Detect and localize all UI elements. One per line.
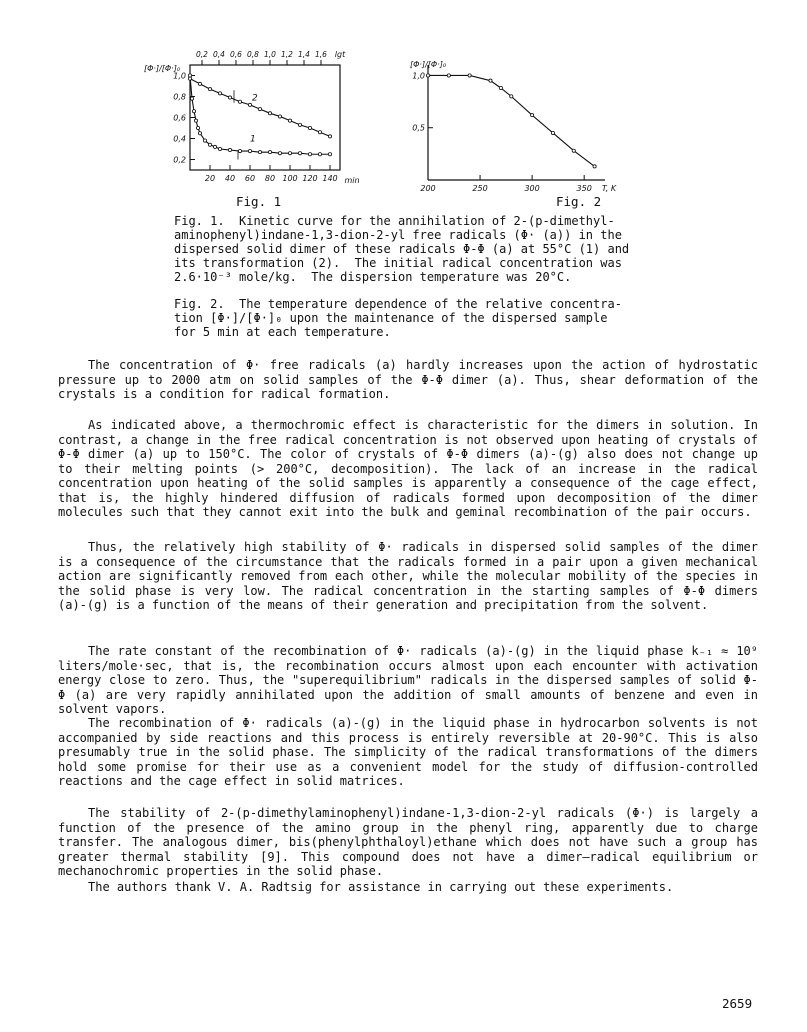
x-tick-label: 100 <box>282 174 298 183</box>
curve-label-1: 1 <box>250 134 256 145</box>
x-tick-label: 60 <box>244 174 256 183</box>
x-tick-label: 80 <box>264 174 276 183</box>
data-point <box>447 74 450 77</box>
data-point <box>196 126 199 129</box>
data-point <box>298 152 301 155</box>
x-tick-label: 40 <box>224 174 236 183</box>
data-point <box>268 151 271 154</box>
x-unit-label: min <box>344 176 360 185</box>
data-point <box>298 123 301 126</box>
top-axis-unit: lgt <box>334 50 346 59</box>
data-point <box>268 112 271 115</box>
series-line-1 <box>190 76 330 155</box>
top-tick-label: 1,4 <box>298 50 310 59</box>
top-tick-label: 1,6 <box>315 50 327 59</box>
data-point <box>468 74 471 77</box>
top-tick-label: 0,4 <box>213 50 225 59</box>
data-point <box>188 77 191 80</box>
x-tick-label: 300 <box>524 184 540 193</box>
data-point <box>499 86 502 89</box>
paragraph-4: The rate constant of the recombination of Φ· radicals (a)-(g) in the liquid phase k₋₁ ≈ 10⁹ liters/mole·sec, that is, the recombination occurs almost upon each encounter with activation energy close to zero. Thus, the "superequilibrium" radicals in the dispersed samples of solid Φ-Φ (a) are very rapidly annihilated upon the addition of small amounts of benzene and even in solvent vapors. <box>58 644 758 716</box>
top-tick-label: 1,2 <box>281 50 293 59</box>
data-point <box>288 152 291 155</box>
data-point <box>238 100 241 103</box>
paragraph-6: The stability of 2-(p-dimethylaminophenyl)indane-1,3-dion-2-yl radicals (Φ·) is largely a function of the presence of the amino group in the phenyl ring, apparently due to charge transfer. The analogous dimer, bis(phenylphthaloyl)ethane which does not have such a group has greater thermal stability [9]. This compound does not have a dimer—radical equilibrium or mechanochromic properties in the solid phase. <box>58 806 758 878</box>
x-tick-label: 20 <box>204 174 216 183</box>
data-point <box>248 103 251 106</box>
y-tick-label: 0,5 <box>412 123 425 133</box>
data-point <box>328 135 331 138</box>
paragraph-1: The concentration of Φ· free radicals (a) hardly increases upon the action of hydrostatic pressure up to 2000 atm on solid samples of the Φ-Φ dimer (a). Thus, shear deformation of the crystals is a condition for radical formation. <box>58 358 758 401</box>
data-point <box>531 114 534 117</box>
data-point <box>308 153 311 156</box>
paragraph-7: The authors thank V. A. Radtsig for assistance in carrying out these experiments. <box>88 880 674 894</box>
data-point <box>510 95 513 98</box>
data-point <box>248 150 251 153</box>
figure-1-label: Fig. 1 <box>236 194 282 209</box>
figure-1-caption: Fig. 1. Kinetic curve for the annihilation of 2-(p-dimethyl- aminophenyl)indane-1,3-dion-2-yl free radicals (Φ· (a)) in the dispersed solid dimer of these radicals Φ-Φ (a) at 55°C (1) and its transformation (2). The initial radical concentration was 2.6·10⁻³ mole/kg. The dispersion temperature was 20°C. <box>174 214 630 284</box>
figure-2-plot <box>400 40 620 200</box>
y-tick-label: 0,2 <box>173 155 186 165</box>
y-tick-label: 0,4 <box>173 134 186 144</box>
data-point <box>288 119 291 122</box>
paragraph-2: As indicated above, a thermochromic effect is characteristic for the dimers in solution. In contrast, a change in the free radical concentration is not observed upon heating of crystals of Φ-Φ dimer (a) up to 150°C. The color of crystals of Φ-Φ dimers (a)-(g) also does not change up to their melting points (> 200°C, decomposition). The lack of an increase in the radical concentration upon heating of the solid samples is apparently a consequence of the cage effect, that is, the highly hindered diffusion of radicals formed upon decomposition of the dimer molecules such that they cannot exit into the bulk and geminal recombination of the pair occurs. <box>58 418 758 519</box>
data-point <box>228 96 231 99</box>
data-point <box>198 82 201 85</box>
data-point <box>551 131 554 134</box>
x-tick-label: 120 <box>302 174 318 183</box>
top-tick-label: 0,8 <box>247 50 259 59</box>
x-tick-label: 200 <box>420 184 436 193</box>
data-point <box>318 153 321 156</box>
y-tick-label: 0,6 <box>173 113 186 123</box>
data-point <box>258 108 261 111</box>
series-line <box>428 75 595 166</box>
data-point <box>328 153 331 156</box>
data-point <box>572 149 575 152</box>
data-point <box>192 110 195 113</box>
data-point <box>228 148 231 151</box>
data-point <box>213 145 216 148</box>
paragraph-5: The recombination of Φ· radicals (a)-(g) in the liquid phase in hydrocarbon solvents is not accompanied by side reactions and this process is entirely reversible at 20-90°C. This is also presumably true in the solid phase. The simplicity of the radical transformations of the dimers hold some promise for their use as a convenient model for the study of diffusion-controlled reactions and the cage effect in solid matrices. <box>58 716 758 788</box>
paragraph-3: Thus, the relatively high stability of Φ· radicals in dispersed solid samples of the dimer is a consequence of the circumstance that the radicals formed in a pair upon a given mechanical action are significantly removed from each other, while the molecular mobility of the species in the solid phase is very low. The radical concentration in the starting samples of Φ-Φ dimers (a)-(g) is a function of the means of their generation and precipitation from the solvent. <box>58 540 758 612</box>
figure-2-caption: Fig. 2. The temperature dependence of the relative concentra- tion [Φ·]/[Φ·]₀ upon the maintenance of the dispersed sample for 5 min at each temperature. <box>174 297 622 339</box>
data-point <box>198 132 201 135</box>
data-point <box>278 115 281 118</box>
data-point <box>593 165 596 168</box>
data-point <box>278 152 281 155</box>
y-tick-label: 1,0 <box>173 71 186 81</box>
figure-2-label: Fig. 2 <box>556 194 602 209</box>
data-point <box>208 143 211 146</box>
data-point <box>238 150 241 153</box>
x-tick-label: 250 <box>472 184 488 193</box>
data-point <box>203 139 206 142</box>
data-point <box>489 79 492 82</box>
x-tick-label: 350 <box>576 184 592 193</box>
data-point <box>318 131 321 134</box>
page-number: 2659 <box>722 996 753 1011</box>
y-tick-label: 1,0 <box>412 71 425 81</box>
top-tick-label: 1,0 <box>264 50 276 59</box>
figure-1-plot <box>140 40 380 200</box>
x-tick-label: 140 <box>322 174 338 183</box>
data-point <box>208 88 211 91</box>
figure-2 <box>400 40 620 200</box>
data-point <box>308 126 311 129</box>
data-point <box>188 74 191 77</box>
y-axis-label: [Φ·]/[Φ·]₀ <box>410 60 447 69</box>
data-point <box>258 151 261 154</box>
curve-label-2: 2 <box>252 93 258 104</box>
figure-1 <box>140 40 380 200</box>
x-unit-label: T, K <box>601 184 617 193</box>
top-tick-label: 0,2 <box>196 50 208 59</box>
y-tick-label: 0,8 <box>173 92 186 102</box>
data-point <box>218 147 221 150</box>
data-point <box>426 74 429 77</box>
data-point <box>190 97 193 100</box>
top-tick-label: 0,6 <box>230 50 242 59</box>
data-point <box>194 119 197 122</box>
y-axis-label: [Φ·]/[Φ·]₀ <box>144 64 181 73</box>
data-point <box>218 92 221 95</box>
